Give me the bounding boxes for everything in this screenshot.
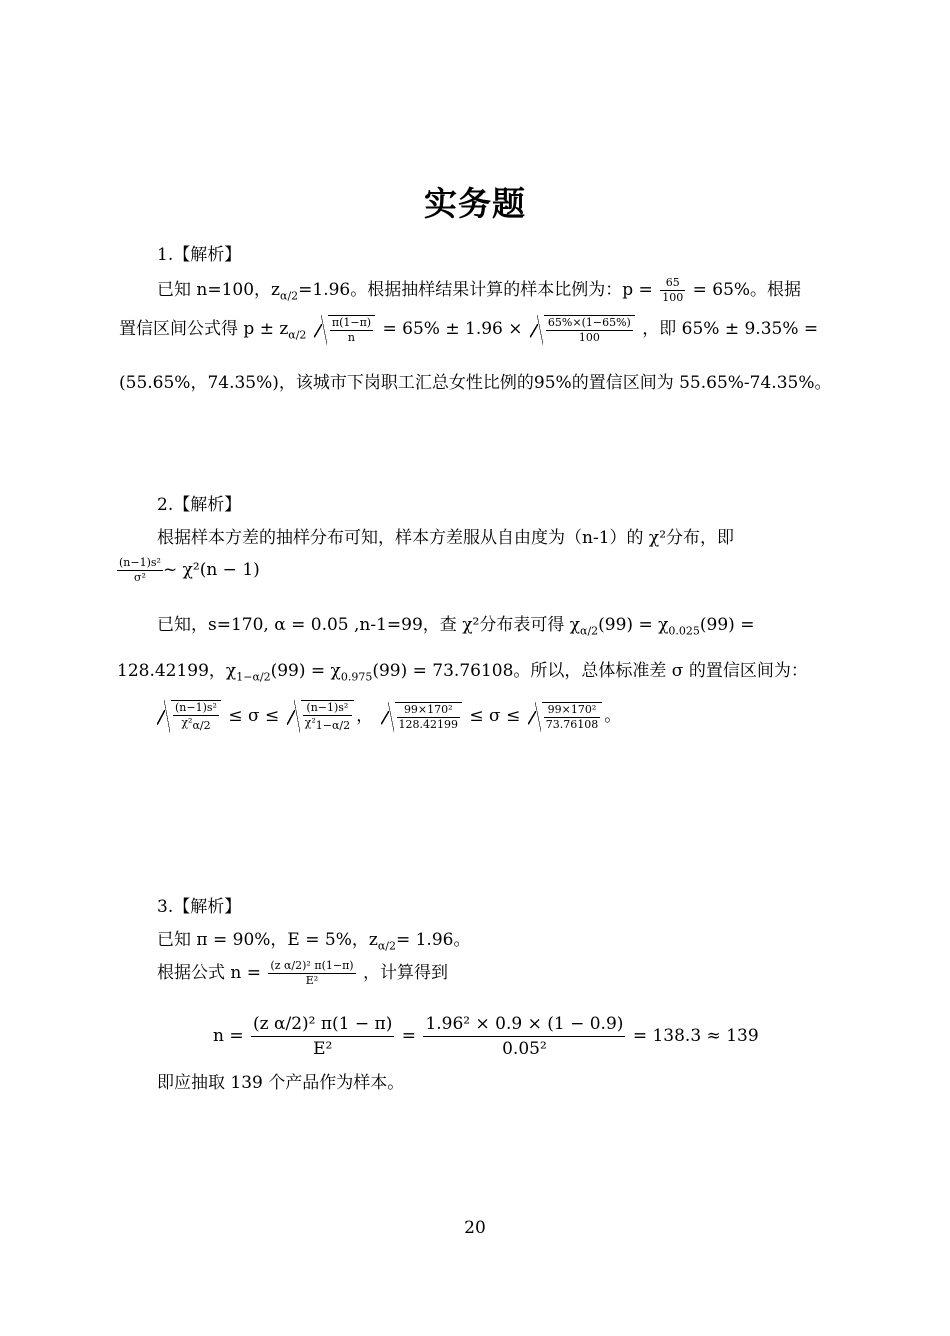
- p2-sqrt-lower: $\frac{\text{(n−1)s²}}{\chi^2_{\alpha/2}}$: [157, 700, 221, 733]
- p3-fraction-2: $\frac{\text{1.96² × 0.9 × (1 − 0.9)}}{\text{0.05²}}$: [425, 1014, 624, 1059]
- p1-l2-c: ，即 65% ± 9.35% =: [642, 319, 819, 339]
- p1-l2-b: = 65% ± 1.96 ×: [382, 319, 523, 339]
- p2-dist-fraction: $\frac{\text{(n−1)s²}}{\text{σ²}}$: [119, 556, 161, 584]
- problem3-main-equation: [213, 1012, 759, 1061]
- problem2-line3: [157, 610, 754, 637]
- problem1-line3: (55.65%，74.35%)，该城市下岗职工汇总女性比例的95%的置信区间为 55.65%-74.35%。: [119, 373, 832, 393]
- p2-l4-sub: 1−α/2: [236, 670, 271, 684]
- p2-dist-text: ~ χ²(n − 1): [162, 560, 260, 580]
- p3-l1-b: = 1.96。: [395, 930, 471, 950]
- problem2-line2: [117, 556, 260, 585]
- p3-result: = 138.3 ≈ 139: [632, 1026, 759, 1046]
- p3-lhs: n =: [213, 1026, 244, 1046]
- p1-sqrt-2: $\frac{65\%\times(1-65\%)}{100}$: [530, 315, 635, 345]
- p2-l3-sub2: 0.025: [668, 624, 700, 638]
- p2-sqrt-num-lower: $\frac{\text{99×170²}}{128.42199}$: [381, 702, 463, 732]
- p3-formula-fraction: $\frac{\text{(z α/2)² π(1−π)}}{\text{E²}}$: [270, 959, 354, 987]
- problem1-heading: 1.【解析】: [157, 245, 242, 265]
- problem2-line4: [117, 656, 808, 683]
- p1-l2-sub: α/2: [288, 328, 307, 342]
- p2-l4-b: (99) = χ: [270, 661, 341, 681]
- problem3-line1: [157, 925, 470, 952]
- p2-ineq-1: ≤ σ ≤: [228, 706, 280, 727]
- p1-sub: α/2: [280, 289, 299, 303]
- problem2-line1: 根据样本方差的抽样分布可知，样本方差服从自由度为（n-1）的 χ²分布，即: [157, 528, 735, 548]
- p2-ineq-2: ≤ σ ≤: [469, 706, 521, 727]
- p2-l3-c: (99) =: [699, 615, 755, 635]
- p2-l4-c: (99) = 73.76108。所以，总体标准差 σ 的置信区间为：: [372, 661, 808, 681]
- problem3-line4: 即应抽取 139 个产品作为样本。: [157, 1073, 405, 1093]
- p1-fraction-p: $\frac{65}{100}$: [662, 276, 684, 304]
- p3-l2-b: ，计算得到: [363, 963, 448, 983]
- p1-text-a: 已知 n=100，z: [157, 280, 281, 300]
- p3-l1-sub: α/2: [377, 939, 396, 953]
- p1-sqrt-1: $\frac{\pi(1-\pi)}{n}$: [314, 315, 375, 345]
- page-title: 实务题: [424, 184, 526, 223]
- p3-eq: =: [401, 1026, 417, 1046]
- p2-end: 。: [604, 706, 622, 727]
- p2-l4-sub2: 0.975: [340, 670, 373, 684]
- problem3-line2: [157, 958, 448, 988]
- p2-sqrt-num-upper: $\frac{\text{99×170²}}{73.76108}$: [528, 702, 603, 732]
- p2-sqrt-upper: $\frac{\text{(n−1)s²}}{\chi^2_{1-\alpha/2}}$: [287, 700, 354, 733]
- problem2-heading: 2.【解析】: [157, 495, 242, 515]
- problem3-heading: 3.【解析】: [157, 897, 242, 917]
- p2-l3-a: 已知，s=170, α = 0.05 ,n-1=99，查 χ²分布表可得 χ: [157, 615, 581, 635]
- p3-fraction-1: $\frac{\text{(z α/2)² π(1 − π)}}{\text{E²}}$: [253, 1014, 393, 1059]
- p1-text-c: = 65%。根据: [692, 280, 802, 300]
- p2-l4-a: 128.42199，χ: [117, 661, 237, 681]
- page-number: 20: [464, 1218, 486, 1238]
- p2-l3-b: (99) = χ: [598, 615, 669, 635]
- problem1-line1: [157, 275, 801, 305]
- p2-comma: ，: [356, 706, 374, 727]
- p3-l2-a: 根据公式 n =: [157, 963, 262, 983]
- p2-l3-sub: α/2: [580, 624, 599, 638]
- p3-l1-a: 已知 π = 90%，E = 5%，z: [157, 930, 378, 950]
- problem1-line2: [119, 314, 818, 345]
- p1-l2-a: 置信区间公式得 p ± z: [119, 319, 289, 339]
- problem2-interval: [155, 700, 621, 733]
- p1-text-b: =1.96。根据抽样结果计算的样本比例为：p =: [298, 280, 653, 300]
